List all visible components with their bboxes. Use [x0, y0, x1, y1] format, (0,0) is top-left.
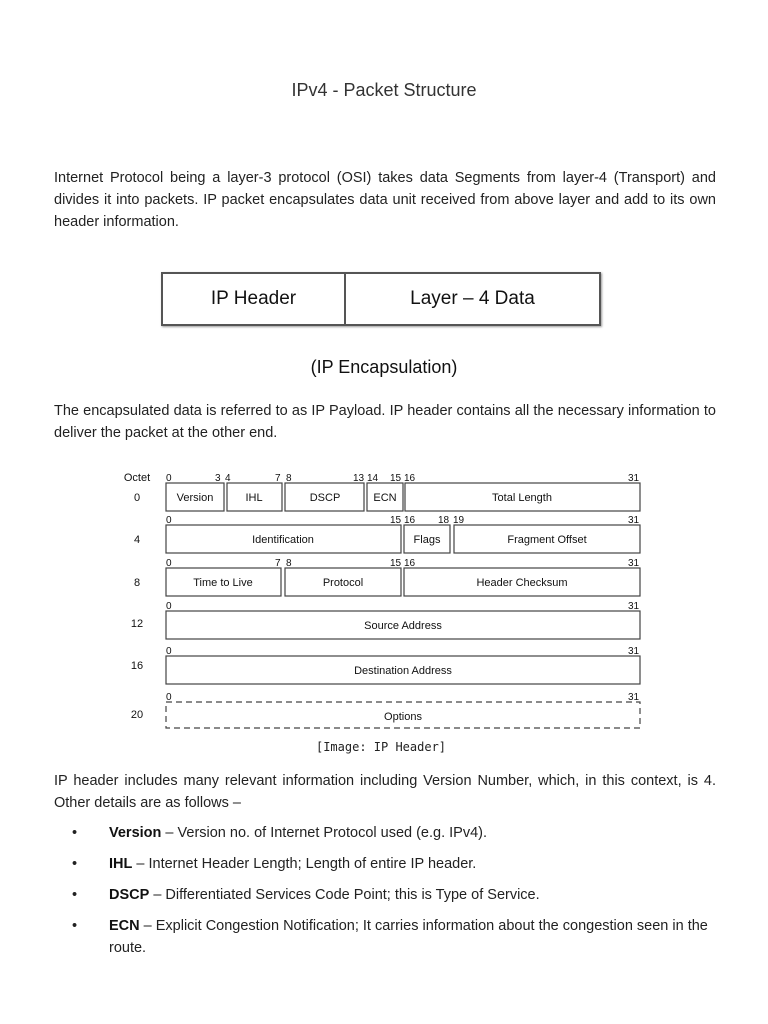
field-label: Destination Address — [354, 665, 452, 677]
bit-label: 8 — [286, 558, 292, 569]
bullet-glyph: • — [72, 856, 78, 872]
bit-label: 19 — [453, 515, 465, 526]
field-label: Header Checksum — [476, 577, 568, 589]
field-label: Fragment Offset — [507, 534, 587, 546]
list-item-term: IHL — [109, 856, 133, 872]
bit-label: 0 — [166, 692, 172, 703]
field-label: DSCP — [309, 492, 341, 504]
bit-label: 3 — [215, 473, 221, 484]
list-item-desc: – Differentiated Services Code Point; this is Type of Service. — [149, 887, 540, 903]
bit-label: 18 — [438, 515, 450, 526]
field-label: Flags — [413, 534, 441, 546]
bit-label: 7 — [275, 473, 281, 484]
bullet-glyph: • — [72, 918, 78, 934]
bit-label: 31 — [628, 515, 640, 526]
field-label: Identification — [252, 534, 314, 546]
bit-label: 0 — [166, 646, 172, 657]
field-label: IHL — [245, 492, 263, 504]
field-label: Time to Live — [193, 577, 253, 589]
bit-label: 15 — [390, 515, 402, 526]
bit-label: 7 — [275, 558, 281, 569]
bit-label: 31 — [628, 558, 640, 569]
bit-label: 0 — [166, 558, 172, 569]
field-label: Total Length — [492, 492, 552, 504]
intro-paragraph: Internet Protocol being a layer-3 protocol (OSI) takes data Segments from layer-4 (Transport) and divides it into packets. IP packet encapsulates data unit received from above layer and add to its own header information. — [54, 170, 716, 230]
bit-label: 0 — [166, 473, 172, 484]
bit-label: 31 — [628, 692, 640, 703]
ip-header-cell: IP Header — [163, 274, 346, 324]
field-label: Source Address — [364, 620, 442, 632]
bit-label: 31 — [628, 473, 640, 484]
field-list — [54, 822, 716, 968]
field-label: ECN — [373, 492, 397, 504]
octet-label: 0 — [133, 492, 141, 504]
bit-label: 0 — [166, 515, 172, 526]
list-item — [54, 853, 716, 875]
bit-label: 16 — [404, 515, 416, 526]
encapsulation-caption: (IP Encapsulation) — [310, 357, 458, 377]
octet-label: 4 — [133, 534, 141, 546]
payload-paragraph: The encapsulated data is referred to as IP Payload. IP header contains all the necessary information to deliver the packet at the other end. — [54, 403, 716, 441]
page-title: IPv4 - Packet Structure — [291, 80, 477, 100]
field-label: Options — [384, 711, 422, 723]
octet-label: 20 — [130, 709, 144, 721]
list-item-term: DSCP — [109, 887, 150, 903]
ip-header-caption: [Image: IP Header] — [315, 740, 447, 754]
list-item-term: Version — [109, 825, 162, 841]
bullet-glyph: • — [72, 887, 78, 903]
list-item — [54, 822, 716, 844]
field-label: Protocol — [322, 577, 364, 589]
bit-label: 15 — [390, 558, 402, 569]
octet-label: 8 — [133, 577, 141, 589]
bit-label: 14 — [367, 473, 379, 484]
field-label: Version — [176, 492, 214, 504]
bit-label: 16 — [404, 558, 416, 569]
bit-label: 16 — [404, 473, 416, 484]
octet-label: 16 — [130, 660, 144, 672]
bit-label: 31 — [628, 646, 640, 657]
bit-label: 31 — [628, 601, 640, 612]
header-info-paragraph: IP header includes many relevant information including Version Number, which, in this context, is 4. Other details are as follows – — [54, 773, 716, 811]
list-item-desc: – Version no. of Internet Protocol used (e.g. IPv4). — [161, 825, 488, 841]
octet-header: Octet — [123, 472, 151, 484]
list-item-desc: – Internet Header Length; Length of entire IP header. — [132, 856, 477, 872]
bullet-glyph: • — [72, 825, 78, 841]
bit-label: 4 — [225, 473, 231, 484]
list-item-desc: – Explicit Congestion Notification; It carries information about the congestion seen in the route. — [109, 918, 708, 956]
bit-label: 0 — [166, 601, 172, 612]
bit-label: 15 — [390, 473, 402, 484]
list-item — [54, 915, 716, 959]
list-item — [54, 884, 716, 906]
bit-label: 13 — [353, 473, 365, 484]
bit-label: 8 — [286, 473, 292, 484]
layer4-data-cell: Layer – 4 Data — [410, 288, 535, 309]
list-item-term: ECN — [109, 918, 140, 934]
octet-label: 12 — [130, 618, 144, 630]
